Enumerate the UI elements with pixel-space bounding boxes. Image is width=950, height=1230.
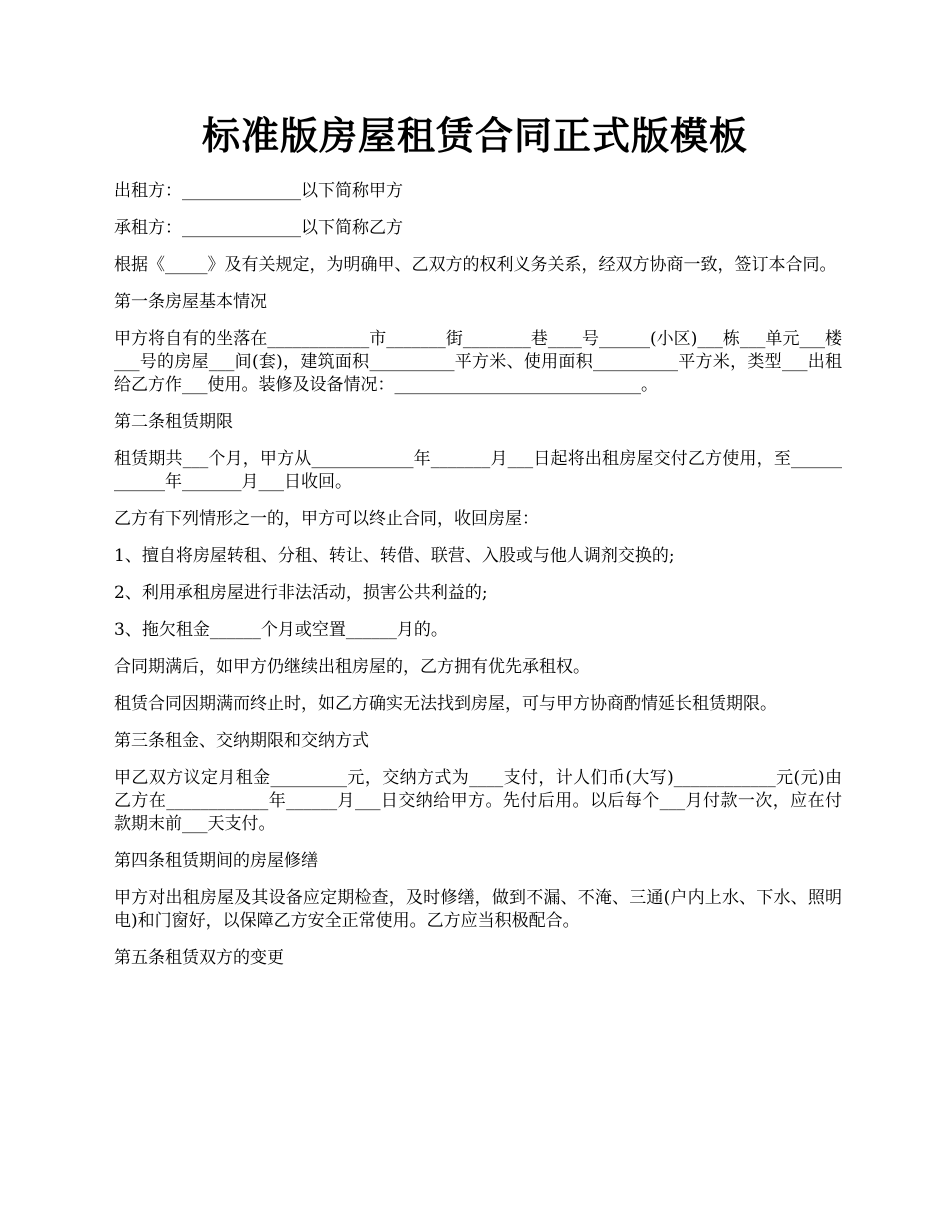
termination-item-1: 1、擅自将房屋转租、分租、转让、转借、联营、入股或与他人调剂交换的; [114,546,675,566]
document-title: 标准版房屋租赁合同正式版模板 [201,113,748,158]
document-body [114,180,842,984]
article-4-body: 甲方对出租房屋及其设备应定期检查，及时修缮，做到不漏、不淹、三通(户内上水、下水、照明电)和门窗好，以保障乙方安全正常使用。乙方应当积极配合。 [114,888,842,931]
lessor-line: 出租方：______________以下简称甲方 [114,181,403,201]
article-1-heading: 第一条房屋基本情况 [114,292,267,312]
article-4-heading: 第四条租赁期间的房屋修缮 [114,851,318,871]
termination-item-3: 3、拖欠租金______个月或空置______月的。 [114,620,448,640]
article-1-body: 甲方将自有的坐落在____________市_______街________巷____号______(小区)___栋___单元___楼___号的房屋___间(套)，建筑面积__________平方米、使用面积__________平方米，类型___出租给乙方作___使用。装修及设备情况：_____________________________。 [114,329,842,395]
article-5-heading: 第五条租赁双方的变更 [114,948,284,968]
article-3-heading: 第三条租金、交纳期限和交纳方式 [114,731,369,751]
termination-item-2: 2、利用承租房屋进行非法活动，损害公共利益的; [114,583,488,603]
lessee-line: 承租方：______________以下简称乙方 [114,218,403,238]
renewal-priority-paragraph: 合同期满后，如甲方仍继续出租房屋的，乙方拥有优先承租权。 [114,657,590,677]
term-extension-paragraph: 租赁合同因期满而终止时，如乙方确实无法找到房屋，可与甲方协商酌情延长租赁期限。 [114,694,777,714]
preamble-paragraph: 根据《_____》及有关规定，为明确甲、乙双方的权利义务关系，经双方协商一致，签订本合同。 [114,255,837,275]
article-3-body: 甲乙双方议定月租金_________元，交纳方式为____支付，计人们币(大写)____________元(元)由乙方在____________年______月___日交纳给甲方。先付后用。以后每个___月付款一次，应在付款期末前___天支付。 [114,768,842,834]
termination-intro: 乙方有下列情形之一的，甲方可以终止合同，收回房屋： [114,509,539,529]
article-2-term-paragraph: 租赁期共___个月，甲方从____________年_______月___日起将出租房屋交付乙方使用，至____________年_______月___日收回。 [114,449,842,492]
article-2-heading: 第二条租赁期限 [114,412,233,432]
